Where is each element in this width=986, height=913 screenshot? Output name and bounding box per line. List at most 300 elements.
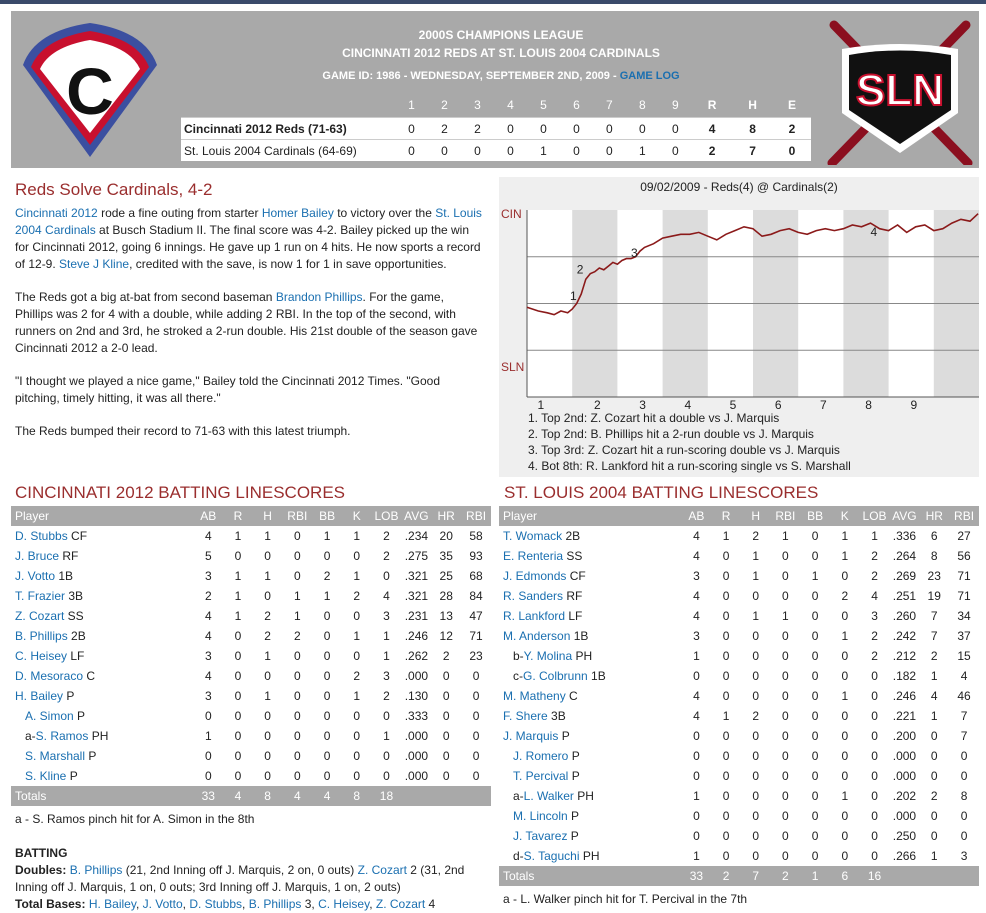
stat-cell: 12 bbox=[439, 629, 453, 643]
stat-cell: 2 bbox=[442, 649, 450, 663]
stat-cell: 4 bbox=[204, 629, 212, 643]
column-header: RBI bbox=[949, 506, 979, 526]
stat-cell: .336 bbox=[892, 529, 917, 543]
tb-sep: , bbox=[369, 897, 376, 911]
player-link[interactable]: S. Ramos bbox=[35, 729, 89, 743]
stat-cell: 4 bbox=[693, 709, 700, 723]
totals-cell bbox=[401, 786, 431, 806]
stat-cell: 0 bbox=[722, 729, 730, 743]
stat-cell: 0 bbox=[293, 569, 301, 583]
team-link[interactable]: St. Louis 2004 Cardinals bbox=[15, 206, 482, 237]
stat-cell: 0 bbox=[323, 649, 331, 663]
recap-text: at Busch Stadium II. The final score was 4-2. Bailey picked up the win for Cincinnati 2012, going 6 innings. He gave up 1 run on 4 hits. He now sports a record of 12-9. bbox=[15, 223, 481, 271]
inning-score: 0 bbox=[593, 118, 626, 140]
stat-cell: 0 bbox=[811, 529, 819, 543]
player-link[interactable]: J. Tavarez bbox=[513, 829, 568, 843]
stat-cell: 1 bbox=[930, 849, 938, 863]
player-position: C bbox=[565, 689, 578, 703]
stat-cell: 1 bbox=[930, 709, 938, 723]
table-row bbox=[11, 666, 491, 686]
stl-footnote: a - L. Walker pinch hit for T. Percival in the 7th bbox=[503, 892, 748, 906]
stat-cell: 2 bbox=[353, 589, 361, 603]
player-position: PH bbox=[572, 649, 593, 663]
player-link[interactable]: R. Sanders bbox=[503, 589, 564, 603]
stat-cell: 7 bbox=[930, 609, 938, 623]
player-position: PH bbox=[573, 789, 594, 803]
game-log-link[interactable]: GAME LOG bbox=[619, 70, 680, 82]
stat-cell: 56 bbox=[957, 549, 971, 563]
stat-cell: 0 bbox=[811, 729, 819, 743]
stat-cell: 0 bbox=[752, 669, 760, 683]
stat-cell: 0 bbox=[264, 549, 271, 563]
stat-cell: 0 bbox=[841, 729, 849, 743]
stat-cell: 1 bbox=[383, 649, 390, 663]
totals-cell: 18 bbox=[372, 786, 402, 806]
player-position: P bbox=[63, 689, 75, 703]
player-cell bbox=[11, 766, 193, 786]
stat-cell: 1 bbox=[841, 689, 849, 703]
stat-cell: 0 bbox=[811, 709, 819, 723]
chart-note: 4. Bot 8th: R. Lankford hit a run-scoring single vs S. Marshall bbox=[528, 459, 851, 473]
x-tick-label: 8 bbox=[865, 398, 872, 409]
player-link[interactable]: M. Lincoln bbox=[513, 809, 568, 823]
inning-header: 4 bbox=[494, 93, 527, 118]
top-bar bbox=[0, 0, 986, 4]
stat-cell: 0 bbox=[293, 649, 301, 663]
player-link[interactable]: S. Marshall bbox=[25, 749, 86, 763]
x-tick-label: 4 bbox=[684, 398, 692, 409]
player-link[interactable]: T. Frazier bbox=[15, 589, 66, 603]
table-row bbox=[499, 766, 979, 786]
y-label-bottom: SLN bbox=[501, 360, 525, 374]
player-position: P bbox=[568, 769, 580, 783]
tb-sep: , bbox=[135, 897, 143, 911]
player-link[interactable]: T. Womack bbox=[503, 529, 563, 543]
stat-cell: 0 bbox=[472, 709, 480, 723]
player-link[interactable]: C. Heisey bbox=[318, 897, 370, 911]
player-link[interactable]: A. Simon bbox=[25, 709, 74, 723]
stat-cell: 3 bbox=[204, 569, 212, 583]
stat-cell: 0 bbox=[782, 769, 789, 783]
table-row bbox=[499, 626, 979, 646]
stat-cell: 19 bbox=[927, 589, 941, 603]
stat-cell: 8 bbox=[930, 549, 938, 563]
stat-cell: 0 bbox=[264, 669, 271, 683]
stat-cell: 3 bbox=[693, 569, 700, 583]
stat-cell: 0 bbox=[383, 769, 390, 783]
linescore-team: Cincinnati 2012 Reds (71-63) bbox=[181, 118, 395, 140]
stat-cell: 4 bbox=[960, 669, 968, 683]
stat-cell: 0 bbox=[722, 669, 730, 683]
cin-footnote: a - S. Ramos pinch hit for A. Simon in the 8th bbox=[15, 812, 255, 826]
stat-cell: 0 bbox=[841, 709, 849, 723]
table-row bbox=[11, 606, 491, 626]
totals-label: Totals bbox=[11, 786, 193, 806]
stat-cell: 0 bbox=[841, 809, 849, 823]
game-id-text: GAME ID: 1986 - WEDNESDAY, SEPTEMBER 2ND, 2009 - bbox=[322, 70, 620, 82]
errors-header: E bbox=[773, 93, 811, 118]
linescore-row bbox=[181, 140, 811, 162]
x-tick-label: 6 bbox=[774, 398, 782, 409]
stat-cell: 0 bbox=[752, 589, 760, 603]
stat-cell: 2 bbox=[871, 549, 878, 563]
stat-cell: 1 bbox=[752, 549, 760, 563]
table-row bbox=[499, 746, 979, 766]
player-cell bbox=[499, 746, 682, 766]
stat-cell: 0 bbox=[811, 589, 819, 603]
stat-cell: 0 bbox=[722, 569, 730, 583]
stat-cell: 0 bbox=[442, 689, 450, 703]
x-tick-label: 9 bbox=[910, 398, 918, 409]
inning-score: 0 bbox=[659, 140, 692, 162]
player-link[interactable]: Z. Cozart bbox=[15, 609, 65, 623]
player-link[interactable]: J. Marquis bbox=[503, 729, 559, 743]
y-label-top: CIN bbox=[501, 207, 522, 221]
stat-cell: 0 bbox=[871, 669, 878, 683]
stat-cell: 1 bbox=[782, 609, 789, 623]
stat-cell: 0 bbox=[722, 749, 730, 763]
stat-cell: 0 bbox=[782, 749, 789, 763]
stat-cell: 0 bbox=[722, 829, 730, 843]
stat-cell: 0 bbox=[293, 549, 301, 563]
column-header: LOB bbox=[372, 506, 402, 526]
stat-cell: 1 bbox=[841, 549, 849, 563]
stat-cell: 4 bbox=[383, 589, 390, 603]
player-link[interactable]: J. Romero bbox=[513, 749, 569, 763]
stat-cell: .242 bbox=[892, 629, 917, 643]
stat-cell: 1 bbox=[722, 709, 730, 723]
stat-cell: 1 bbox=[930, 669, 938, 683]
recap-title: Reds Solve Cardinals, 4-2 bbox=[15, 180, 213, 199]
stat-cell: 0 bbox=[782, 569, 789, 583]
stat-cell: 2 bbox=[264, 609, 271, 623]
stat-cell: 0 bbox=[811, 649, 819, 663]
stat-cell: 0 bbox=[264, 709, 271, 723]
stat-cell: 0 bbox=[353, 729, 361, 743]
stat-cell: 0 bbox=[472, 749, 480, 763]
stat-cell: .000 bbox=[404, 749, 429, 763]
table-row bbox=[11, 526, 491, 546]
stat-cell: 0 bbox=[871, 769, 878, 783]
player-link[interactable]: M. Matheny bbox=[503, 689, 566, 703]
stat-cell: 0 bbox=[472, 769, 480, 783]
player-position: RF bbox=[59, 549, 79, 563]
player-cell bbox=[11, 666, 193, 686]
player-position: P bbox=[558, 729, 570, 743]
stat-cell: 0 bbox=[752, 629, 760, 643]
doubles-text: 2 (31, 2nd Inning off J. Marquis, 1 on, 0 outs; 3rd Inning off J. Marquis, 1 on, 2 outs) bbox=[15, 863, 465, 894]
stat-cell: 7 bbox=[960, 729, 968, 743]
player-position: 1B bbox=[587, 669, 606, 683]
stat-cell: 0 bbox=[841, 829, 849, 843]
player-link[interactable]: T. Percival bbox=[513, 769, 569, 783]
stat-cell: 1 bbox=[841, 789, 849, 803]
stat-cell: .269 bbox=[892, 569, 917, 583]
column-header: K bbox=[830, 506, 860, 526]
player-link[interactable]: E. Renteria bbox=[503, 549, 564, 563]
tb-sep: , bbox=[182, 897, 190, 911]
stat-cell: 0 bbox=[442, 709, 450, 723]
rhe-value: 2 bbox=[692, 140, 733, 162]
column-header: AVG bbox=[889, 506, 919, 526]
stat-cell: 2 bbox=[293, 629, 301, 643]
totals-cell bbox=[431, 786, 461, 806]
player-cell bbox=[499, 586, 682, 606]
stat-cell: 0 bbox=[752, 809, 760, 823]
stat-cell: 1 bbox=[722, 529, 730, 543]
column-header: R bbox=[223, 506, 253, 526]
stat-cell: .262 bbox=[404, 649, 429, 663]
stat-cell: .321 bbox=[404, 569, 429, 583]
stat-cell: 0 bbox=[871, 849, 878, 863]
stat-cell: .182 bbox=[892, 669, 917, 683]
team-link[interactable]: Cincinnati 2012 bbox=[15, 206, 98, 220]
stat-cell: 0 bbox=[752, 749, 760, 763]
player-position: CF bbox=[566, 569, 586, 583]
inning-score: 0 bbox=[560, 140, 593, 162]
stat-cell: 0 bbox=[930, 809, 938, 823]
stat-cell: 1 bbox=[204, 729, 212, 743]
stat-cell: 0 bbox=[234, 689, 242, 703]
stat-cell: .264 bbox=[892, 549, 917, 563]
stat-cell: 0 bbox=[264, 769, 271, 783]
stat-cell: 27 bbox=[957, 529, 971, 543]
stat-cell: 0 bbox=[782, 729, 789, 743]
stat-cell: 0 bbox=[234, 669, 242, 683]
player-cell bbox=[499, 686, 682, 706]
table-row bbox=[11, 646, 491, 666]
player-link[interactable]: R. Lankford bbox=[503, 609, 566, 623]
stat-cell: 0 bbox=[930, 829, 938, 843]
inning-header: 7 bbox=[593, 93, 626, 118]
player-link[interactable]: D. Stubbs bbox=[189, 897, 243, 911]
stat-cell: 4 bbox=[204, 669, 212, 683]
player-link[interactable]: Steve J Kline bbox=[59, 257, 130, 271]
game-header bbox=[11, 11, 979, 168]
stat-cell: .000 bbox=[892, 749, 917, 763]
inning-header: 6 bbox=[560, 93, 593, 118]
stat-cell: 2 bbox=[353, 669, 361, 683]
stat-cell: 0 bbox=[204, 709, 212, 723]
totals-cell: 4 bbox=[312, 786, 342, 806]
stat-cell: 4 bbox=[930, 689, 938, 703]
player-link[interactable]: B. Phillips bbox=[69, 863, 123, 877]
inning-score: 0 bbox=[593, 140, 626, 162]
player-link[interactable]: S. Kline bbox=[25, 769, 67, 783]
stat-cell: 0 bbox=[841, 669, 849, 683]
player-link[interactable]: F. Shere bbox=[503, 709, 548, 723]
totals-cell: 6 bbox=[830, 866, 860, 886]
stat-cell: .275 bbox=[404, 549, 429, 563]
stat-cell: 0 bbox=[472, 729, 480, 743]
stat-cell: 0 bbox=[693, 809, 700, 823]
stat-cell: 1 bbox=[264, 529, 271, 543]
stat-cell: 0 bbox=[752, 789, 760, 803]
stat-cell: 0 bbox=[472, 689, 480, 703]
player-cell bbox=[499, 826, 682, 846]
inning-score: 2 bbox=[428, 118, 461, 140]
inning-score: 0 bbox=[395, 118, 428, 140]
stat-cell: 0 bbox=[264, 749, 271, 763]
player-link[interactable]: D. Stubbs bbox=[15, 529, 68, 543]
x-tick-label: 3 bbox=[639, 398, 646, 409]
stat-cell: 0 bbox=[472, 669, 480, 683]
stat-cell: 0 bbox=[722, 609, 730, 623]
player-link[interactable]: S. Taguchi bbox=[523, 849, 580, 863]
player-position: 3B bbox=[65, 589, 84, 603]
player-position: PH bbox=[579, 849, 600, 863]
player-position: P bbox=[73, 709, 86, 723]
column-header: HR bbox=[431, 506, 461, 526]
stat-cell: 1 bbox=[353, 629, 361, 643]
stat-cell: 0 bbox=[722, 629, 730, 643]
column-header: HR bbox=[919, 506, 949, 526]
totals-cell: 8 bbox=[253, 786, 283, 806]
table-row bbox=[499, 806, 979, 826]
rhe-value: 8 bbox=[732, 118, 773, 140]
stat-cell: 0 bbox=[234, 749, 242, 763]
table-header-row bbox=[11, 506, 491, 526]
stat-cell: 84 bbox=[469, 589, 483, 603]
player-link[interactable]: Z. Cozart bbox=[375, 897, 426, 911]
player-link[interactable]: L. Walker bbox=[523, 789, 574, 803]
totals-cell: 2 bbox=[711, 866, 741, 886]
stat-cell: 4 bbox=[693, 689, 700, 703]
stat-cell: 1 bbox=[234, 569, 242, 583]
player-prefix: d- bbox=[513, 849, 524, 863]
player-cell bbox=[11, 566, 193, 586]
player-link[interactable]: H. Bailey bbox=[15, 689, 64, 703]
inning-header: 5 bbox=[527, 93, 560, 118]
player-cell bbox=[11, 546, 193, 566]
total-bases-label: Total Bases: bbox=[15, 897, 86, 911]
stat-cell: 2 bbox=[930, 649, 938, 663]
player-cell bbox=[499, 786, 682, 806]
stat-cell: 25 bbox=[439, 569, 453, 583]
stat-cell: 0 bbox=[871, 729, 878, 743]
player-position: PH bbox=[88, 729, 109, 743]
stat-cell: 0 bbox=[234, 709, 242, 723]
stat-cell: .221 bbox=[892, 709, 917, 723]
stat-cell: 0 bbox=[264, 589, 271, 603]
player-link[interactable]: Y. Molina bbox=[523, 649, 573, 663]
stat-cell: 1 bbox=[323, 589, 331, 603]
reds-logo-letter: C bbox=[66, 54, 114, 128]
inning-score: 0 bbox=[428, 140, 461, 162]
stat-cell: 0 bbox=[323, 609, 331, 623]
stat-cell: 0 bbox=[811, 629, 819, 643]
stat-cell: 0 bbox=[782, 689, 789, 703]
table-row bbox=[11, 746, 491, 766]
column-header: AVG bbox=[401, 506, 431, 526]
stat-cell: 0 bbox=[234, 549, 242, 563]
stat-cell: 2 bbox=[204, 589, 212, 603]
player-link[interactable]: Z. Cozart bbox=[357, 863, 407, 877]
player-link[interactable]: B. Phillips bbox=[248, 897, 302, 911]
chart-title: 09/02/2009 - Reds(4) @ Cardinals(2) bbox=[640, 180, 838, 194]
stat-cell: 0 bbox=[323, 689, 331, 703]
player-link[interactable]: D. Mesoraco bbox=[15, 669, 84, 683]
player-link[interactable]: B. Phillips bbox=[15, 629, 68, 643]
player-link[interactable]: J. Edmonds bbox=[503, 569, 567, 583]
player-cell bbox=[11, 726, 193, 746]
stat-cell: 0 bbox=[782, 589, 789, 603]
player-link[interactable]: C. Heisey bbox=[15, 649, 68, 663]
stat-cell: 28 bbox=[439, 589, 453, 603]
player-link[interactable]: M. Anderson bbox=[503, 629, 571, 643]
event-marker: 2 bbox=[576, 262, 584, 277]
player-link[interactable]: J. Votto bbox=[142, 897, 183, 911]
stat-cell: 0 bbox=[693, 749, 700, 763]
table-row bbox=[11, 706, 491, 726]
player-prefix: c- bbox=[513, 669, 523, 683]
inning-header: 3 bbox=[461, 93, 494, 118]
stat-cell: 0 bbox=[442, 729, 450, 743]
stat-cell: 46 bbox=[957, 689, 971, 703]
stat-cell: 0 bbox=[293, 529, 301, 543]
stat-cell: 0 bbox=[442, 669, 450, 683]
stat-cell: .130 bbox=[404, 689, 429, 703]
stat-cell: 0 bbox=[693, 769, 700, 783]
stat-cell: 0 bbox=[782, 849, 789, 863]
recap-text: The Reds got a big at-bat from second baseman bbox=[15, 290, 276, 304]
stat-cell: 0 bbox=[752, 769, 760, 783]
linescore-row bbox=[181, 118, 811, 140]
player-link[interactable]: G. Colbrunn bbox=[523, 669, 588, 683]
stat-cell: 0 bbox=[204, 769, 212, 783]
player-position: CF bbox=[67, 529, 88, 543]
player-link[interactable]: J. Votto bbox=[15, 569, 56, 583]
inning-header: 1 bbox=[395, 93, 428, 118]
stat-cell: 0 bbox=[871, 709, 878, 723]
player-link[interactable]: Brandon Phillips bbox=[275, 290, 363, 304]
event-marker: 3 bbox=[630, 245, 638, 260]
player-link[interactable]: H. Bailey bbox=[88, 897, 136, 911]
player-position: P bbox=[85, 749, 97, 763]
table-row bbox=[11, 626, 491, 646]
x-tick-label: 1 bbox=[537, 398, 545, 409]
player-link[interactable]: J. Bruce bbox=[15, 549, 60, 563]
totals-cell: 2 bbox=[770, 866, 800, 886]
totals-cell: 16 bbox=[860, 866, 890, 886]
recap-text: rode a fine outing from starter bbox=[97, 206, 262, 220]
stat-cell: 0 bbox=[930, 769, 938, 783]
player-position: 1B bbox=[55, 569, 74, 583]
totals-cell: 8 bbox=[342, 786, 372, 806]
totals-row bbox=[11, 786, 491, 806]
stat-cell: 1 bbox=[841, 629, 849, 643]
column-header: BB bbox=[800, 506, 830, 526]
inning-score: 0 bbox=[659, 118, 692, 140]
player-prefix: b- bbox=[513, 649, 524, 663]
stat-cell: .251 bbox=[892, 589, 917, 603]
stat-cell: 47 bbox=[469, 609, 483, 623]
table-row bbox=[499, 666, 979, 686]
player-position: 1B bbox=[570, 629, 589, 643]
stat-cell: 0 bbox=[960, 809, 968, 823]
stat-cell: 0 bbox=[871, 689, 878, 703]
stat-cell: 1 bbox=[752, 569, 760, 583]
stat-cell: 4 bbox=[693, 609, 700, 623]
column-header: LOB bbox=[860, 506, 890, 526]
stat-cell: .250 bbox=[892, 829, 917, 843]
table-row bbox=[11, 686, 491, 706]
totals-cell bbox=[949, 866, 979, 886]
tb-sep: 3, bbox=[301, 897, 319, 911]
league-name: 2000S CHAMPIONS LEAGUE bbox=[418, 28, 584, 42]
player-link[interactable]: Homer Bailey bbox=[261, 206, 334, 220]
totals-cell: 33 bbox=[682, 866, 712, 886]
